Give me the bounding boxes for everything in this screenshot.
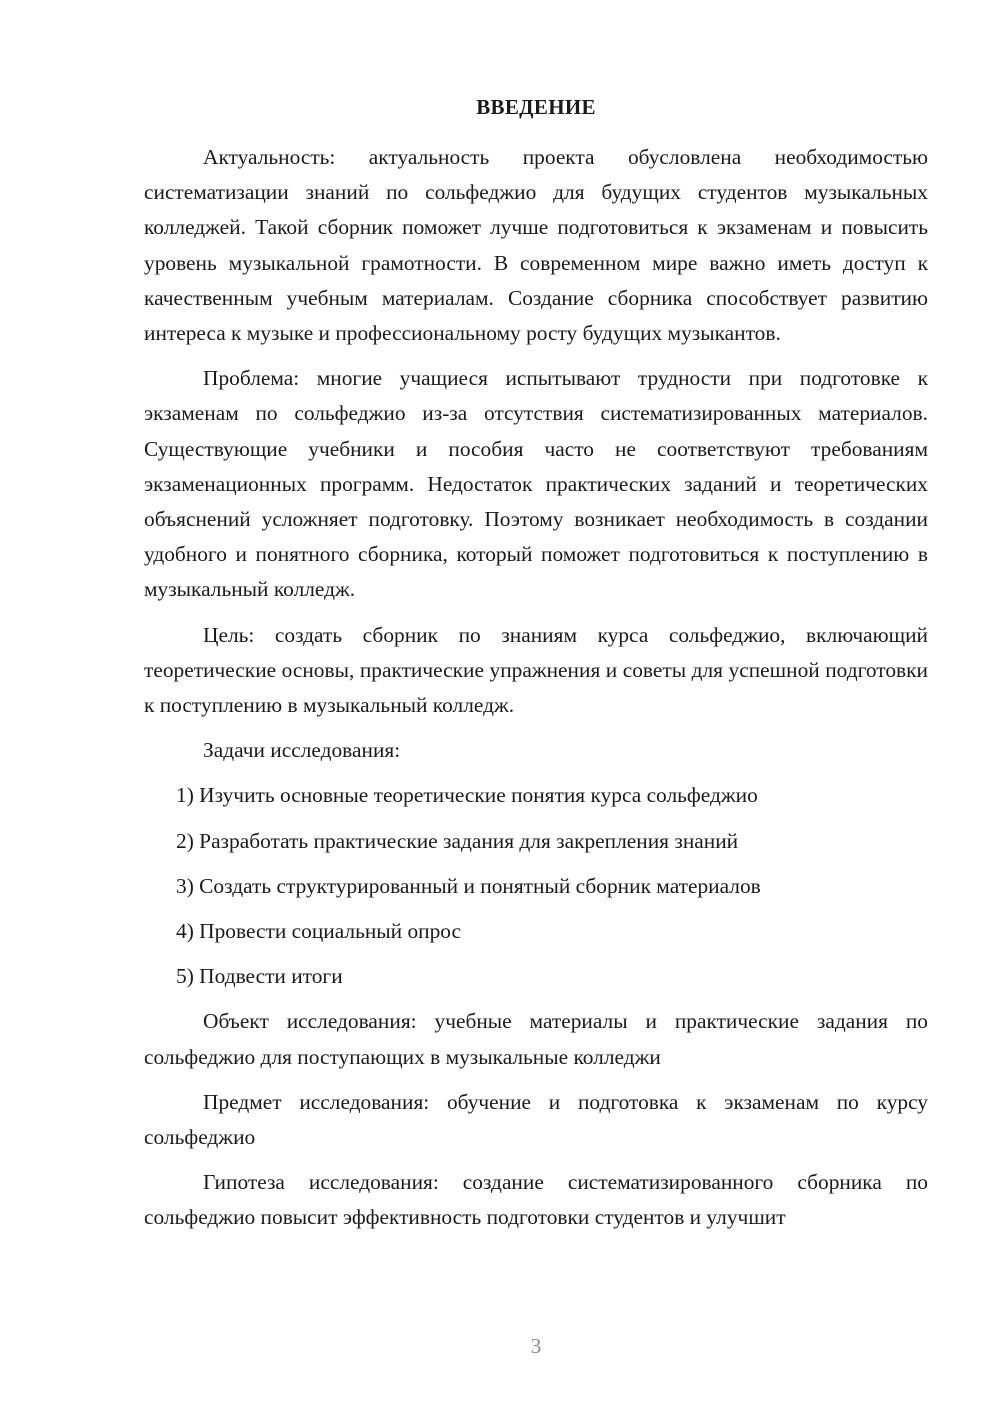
paragraph-relevance: Актуальность: актуальность проекта обусловлена необходимостью систематизации знаний по сольфеджио для будущих студентов музыкальных колледжей. Такой сборник поможет лучше подготовиться к экзаменам и повысить уровень музыкальной грамотности. В современном мире важно иметь доступ к качественным учебным материалам. Создание сборника способствует развитию интереса к музыке и профессиональному росту будущих музыкантов. [144, 145, 928, 346]
page-title: ВВЕДЕНИЕ [476, 95, 596, 119]
paragraph-goal: Цель: создать сборник по знаниям курса сольфеджио, включающий теоретические основы, практические упражнения и советы для успешной подготовки к поступлению в музыкальный колледж. [144, 622, 928, 718]
task-item: 4) Провести социальный опрос [176, 919, 462, 944]
document-body [144, 140, 928, 1246]
task-item: 1) Изучить основные теоретические понятия курса сольфеджио [176, 783, 758, 808]
paragraph-subject: Предмет исследования: обучение и подготовка к экзаменам по курсу сольфеджио [144, 1089, 928, 1150]
paragraph-object: Объект исследования: учебные материалы и практические задания по сольфеджио для поступающих в музыкальные колледжи [144, 1009, 928, 1069]
task-item: 5) Подвести итоги [176, 964, 343, 989]
tasks-heading: Задачи исследования: [203, 738, 401, 763]
page-number: 3 [530, 1334, 542, 1358]
paragraph-problem: Проблема: многие учащиеся испытывают трудности при подготовке к экзаменам по сольфеджио из-за отсутствия систематизированных материалов. Существующие учебники и пособия часто не соответствуют требованиям экзаменационных программ. Недостаток практических заданий и теоретических объяснений усложняет подготовку. Поэтому возникает необходимость в создании удобного и понятного сборника, который поможет подготовиться к поступлению в музыкальный колледж. [144, 366, 928, 602]
paragraph-hypothesis: Гипотеза исследования: создание систематизированного сборника по сольфеджио повысит эффективность подготовки студентов и улучшит [144, 1170, 928, 1230]
task-item: 2) Разработать практические задания для закрепления знаний [176, 828, 739, 853]
task-item: 3) Создать структурированный и понятный сборник материалов [176, 873, 761, 898]
